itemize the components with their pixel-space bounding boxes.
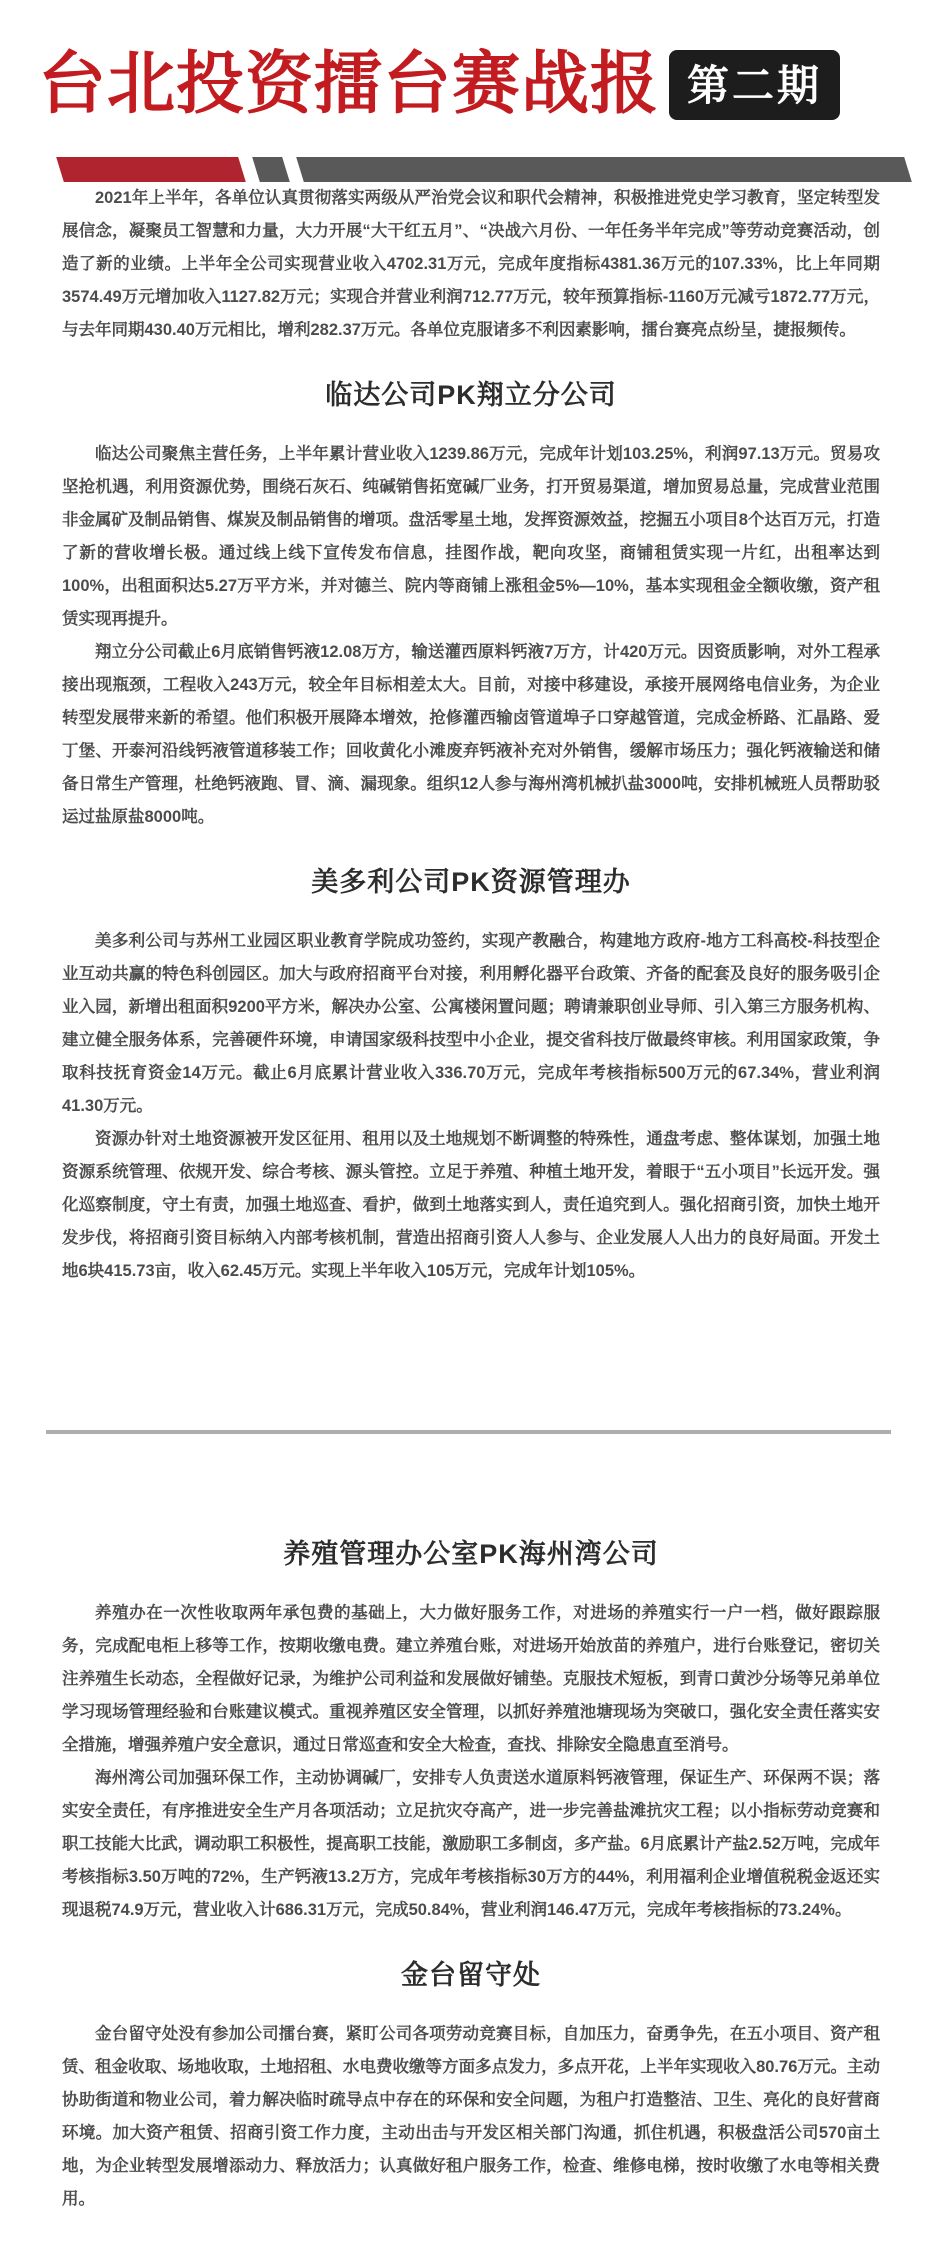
section-jintai xyxy=(62,1959,880,2216)
section-paragraph: 翔立分公司截止6月底销售钙液12.08万方，输送灌西原料钙液7万方，计420万元。因资质影响，对外工程承接出现瓶颈，工程收入243万元，较全年目标相差太大。目前，对接中移建设，承接开展网络电信业务，为企业转型发展带来新的希望。他们积极开展降本增效，抢修灌西输卤管道埠子口穿越管道，完成金桥路、汇晶路、爱丁堡、开泰河沿线钙液管道移装工作；回收黄化小滩废弃钙液补充对外销售，缓解市场压力；强化钙液输送和储备日常生产管理，杜绝钙液跑、冒、滴、漏现象。组织12人参与海州湾机械扒盐3000吨，安排机械班人员帮助驳运过盐原盐8000吨。 xyxy=(62,643,880,827)
section-paragraph: 资源办针对土地资源被开发区征用、租用以及土地规划不断调整的特殊性，通盘考虑、整体谋划，加强土地资源系统管理、依规开发、综合考核、源头管控。立足于养殖、种植土地开发，着眼于“五小项目”长远开发。强化巡察制度，守土有责，加强土地巡查、看护，做到土地落实到人，责任追究到人。强化招商引资，加快土地开发步伐，将招商引资目标纳入内部考核机制，营造出招商引资人人参与、企业发展人人出力的良好局面。开发土地6块415.73亩，收入62.45万元。实现上半年收入105万元，完成年计划105%。 xyxy=(62,1130,880,1281)
section-heading: 金台留守处 xyxy=(401,1960,541,1991)
section-heading: 美多利公司PK资源管理办 xyxy=(311,867,631,898)
title-row xyxy=(38,48,912,121)
section-heading: 临达公司PK翔立分公司 xyxy=(325,380,617,411)
section-heading: 养殖管理办公室PK海州湾公司 xyxy=(283,1539,659,1570)
stripe-gray-long xyxy=(296,157,912,182)
issue-badge: 第二期 xyxy=(669,50,840,120)
section-paragraph: 金台留守处没有参加公司擂台赛，紧盯公司各项劳动竞赛目标，自加压力，奋勇争先，在五小项目、资产租赁、租金收取、场地收取，土地招租、水电费收缴等方面多点发力，多点开花，上半年实现收入80.76万元。主动协助街道和物业公司，着力解决临时疏导点中存在的环保和安全问题，为租户打造整洁、卫生、亮化的良好营商环境。加大资产租赁、招商引资工作力度，主动出击与开发区相关部门沟通，抓住机遇，积极盘活公司570亩土地，为企业转型发展增添动力、释放活力；认真做好租户服务工作，检查、维修电梯，按时收缴了水电等相关费用。 xyxy=(62,2025,880,2209)
newsletter-body-bottom xyxy=(0,1538,936,2216)
bottom-padding xyxy=(0,2216,936,2262)
section-meiduoli-vs-ziyuan xyxy=(62,866,880,1288)
page-title: 台北投资擂台赛战报 xyxy=(38,46,660,122)
section-paragraph: 临达公司聚焦主营任务，上半年累计营业收入1239.86万元，完成年计划103.25%，利润97.13万元。贸易攻坚抢机遇，利用资源优势，围绕石灰石、纯碱销售拓宽碱厂业务，打开贸易渠道，增加贸易总量，完成营业范围非金属矿及制品销售、煤炭及制品销售的增项。盘活零星土地，发挥资源效益，挖掘五小项目8个达百万元，打造了新的营收增长极。通过线上线下宣传发布信息，挂图作战，靶向攻坚，商铺租赁实现一片红，出租率达到100%，出租面积达5.27万平方米，并对德兰、院内等商铺上涨租金5%—10%，基本实现租金全额收缴，资产租赁实现再提升。 xyxy=(62,445,880,629)
section-yangzhi-vs-haizhouwan xyxy=(62,1538,880,1927)
newsletter-body-top xyxy=(0,182,936,1288)
section-paragraph: 海州湾公司加强环保工作，主动协调碱厂，安排专人负责送水道原料钙液管理，保证生产、环保两不误；落实安全责任，有序推进安全生产月各项活动；立足抗灾夺高产，进一步完善盐滩抗灾工程；以小指标劳动竞赛和职工技能大比武，调动职工积极性，提高职工技能，激励职工多制卤，多产盐。6月底累计产盐2.52万吨，完成年考核指标3.50万吨的72%，生产钙液13.2万方，完成年考核指标30万方的44%，利用福利企业增值税税金返还实现退税74.9万元，营业收入计686.31万元，完成50.84%，营业利润146.47万元，完成年考核指标的73.24%。 xyxy=(62,1769,880,1920)
stripe-gray-small xyxy=(252,157,290,182)
section-divider xyxy=(46,1430,891,1434)
masthead xyxy=(0,0,936,182)
section-paragraph: 养殖办在一次性收取两年承包费的基础上，大力做好服务工作，对进场的养殖实行一户一档，做好跟踪服务，完成配电柜上移等工作，按期收缴电费。建立养殖台账，对进场开始放苗的养殖户，进行台账登记，密切关注养殖生长动态，全程做好记录，为维护公司利益和发展做好铺垫。克服技术短板，到青口黄沙分场等兄弟单位学习现场管理经验和台账建议模式。重视养殖区安全管理，以抓好养殖池塘现场为突破口，强化安全责任落实安全措施，增强养殖户安全意识，通过日常巡查和安全大检查，查找、排除安全隐患直至消号。 xyxy=(62,1604,880,1755)
section-linda-vs-xiangli xyxy=(62,379,880,834)
stripe-red xyxy=(56,157,246,182)
section-paragraph: 美多利公司与苏州工业园区职业教育学院成功签约，实现产教融合，构建地方政府-地方工科高校-科技型企业互动共赢的特色科创园区。加大与政府招商平台对接，利用孵化器平台政策、齐备的配套及良好的服务吸引企业入园，新增出租面积9200平方米，解决办公室、公寓楼闲置问题；聘请兼职创业导师、引入第三方服务机构、建立健全服务体系，完善硬件环境，申请国家级科技型中小企业，提交省科技厅做最终审核。利用国家政策，争取科技抚育资金14万元。截止6月底累计营业收入336.70万元，完成年考核指标500万元的67.34%，营业利润41.30万元。 xyxy=(62,932,880,1116)
intro-paragraph: 2021年上半年，各单位认真贯彻落实两级从严治党会议和职代会精神，积极推进党史学习教育，坚定转型发展信念，凝聚员工智慧和力量，大力开展“大干红五月”、“决战六月份、一年任务半年完成”等劳动竞赛活动，创造了新的业绩。上半年全公司实现营业收入4702.31万元，完成年度指标4381.36万元的107.33%，比上年同期3574.49万元增加收入1127.82万元；实现合并营业利润712.77万元，较年预算指标-1160万元减亏1872.77万元，与去年同期430.40万元相比，增利282.37万元。各单位克服诸多不利因素影响，擂台赛亮点纷呈，捷报频传。 xyxy=(62,189,880,340)
decorative-stripe-bar xyxy=(60,157,912,182)
